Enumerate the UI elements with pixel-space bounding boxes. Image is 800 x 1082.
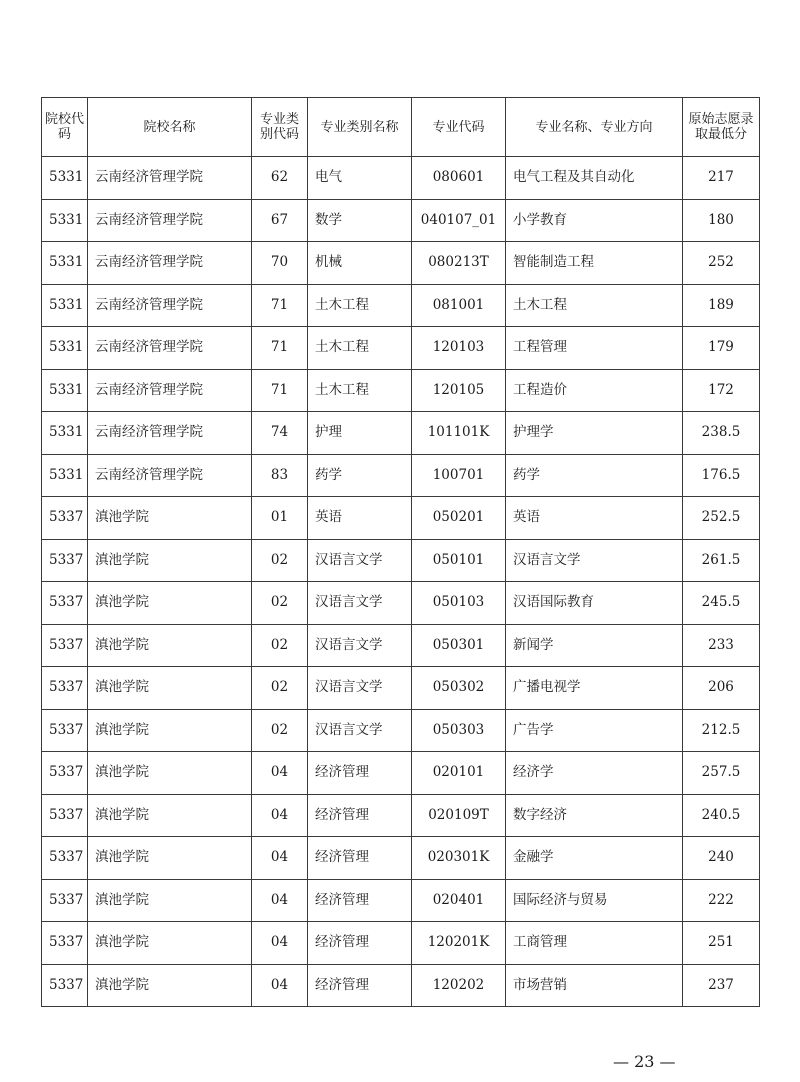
cell-category-code: 02 [252,539,308,582]
cell-major-name: 广播电视学 [506,667,683,710]
table-row [42,539,760,582]
cell-category-name: 汉语言文学 [308,539,412,582]
cell-category-name: 护理 [308,412,412,455]
cell-major-name: 电气工程及其自动化 [506,157,683,200]
cell-school-code: 5337 [42,624,88,667]
cell-category-code: 04 [252,794,308,837]
cell-major-name: 汉语言文学 [506,539,683,582]
admission-scores-table [41,97,760,1007]
cell-category-name: 经济管理 [308,752,412,795]
cell-min-score: 180 [683,199,760,242]
cell-category-code: 71 [252,369,308,412]
cell-category-name: 经济管理 [308,964,412,1007]
cell-school-code: 5337 [42,922,88,965]
cell-category-code: 70 [252,242,308,285]
table-row [42,667,760,710]
cell-major-code: 050302 [412,667,506,710]
header-min-score: 原始志愿录取最低分 [683,98,760,157]
cell-category-name: 汉语言文学 [308,709,412,752]
cell-major-name: 经济学 [506,752,683,795]
cell-major-name: 新闻学 [506,624,683,667]
cell-category-code: 04 [252,837,308,880]
cell-school-code: 5337 [42,964,88,1007]
table-row [42,327,760,370]
cell-school-name: 云南经济管理学院 [88,327,252,370]
cell-school-name: 云南经济管理学院 [88,157,252,200]
cell-min-score: 238.5 [683,412,760,455]
cell-min-score: 237 [683,964,760,1007]
cell-major-name: 金融学 [506,837,683,880]
cell-major-code: 050201 [412,497,506,540]
header-row [42,98,760,157]
cell-major-name: 市场营销 [506,964,683,1007]
cell-major-code: 040107_01 [412,199,506,242]
cell-school-name: 云南经济管理学院 [88,454,252,497]
cell-category-name: 土木工程 [308,327,412,370]
cell-major-name: 英语 [506,497,683,540]
cell-major-code: 081001 [412,284,506,327]
table-row [42,497,760,540]
cell-major-code: 120202 [412,964,506,1007]
cell-category-code: 02 [252,667,308,710]
cell-min-score: 261.5 [683,539,760,582]
cell-min-score: 189 [683,284,760,327]
cell-major-code: 020101 [412,752,506,795]
cell-major-code: 080213T [412,242,506,285]
cell-school-name: 滇池学院 [88,624,252,667]
cell-min-score: 233 [683,624,760,667]
cell-school-code: 5331 [42,412,88,455]
cell-min-score: 251 [683,922,760,965]
cell-min-score: 176.5 [683,454,760,497]
cell-major-code: 050103 [412,582,506,625]
cell-category-code: 04 [252,752,308,795]
cell-category-code: 02 [252,582,308,625]
cell-major-code: 100701 [412,454,506,497]
cell-school-code: 5337 [42,497,88,540]
cell-school-name: 滇池学院 [88,497,252,540]
cell-min-score: 252 [683,242,760,285]
cell-min-score: 252.5 [683,497,760,540]
cell-school-name: 滇池学院 [88,582,252,625]
cell-category-name: 土木工程 [308,369,412,412]
table-row [42,199,760,242]
cell-school-code: 5331 [42,369,88,412]
cell-major-name: 药学 [506,454,683,497]
cell-school-code: 5331 [42,284,88,327]
cell-min-score: 212.5 [683,709,760,752]
table-row [42,157,760,200]
page-number: — 23 — [613,1052,676,1071]
cell-min-score: 240 [683,837,760,880]
cell-school-name: 滇池学院 [88,922,252,965]
cell-school-code: 5331 [42,454,88,497]
cell-category-code: 71 [252,327,308,370]
cell-school-code: 5331 [42,327,88,370]
cell-major-name: 工程造价 [506,369,683,412]
cell-min-score: 172 [683,369,760,412]
header-school-name: 院校名称 [88,98,252,157]
cell-school-name: 滇池学院 [88,794,252,837]
cell-school-code: 5337 [42,752,88,795]
cell-school-name: 云南经济管理学院 [88,369,252,412]
table-row [42,582,760,625]
cell-school-code: 5331 [42,157,88,200]
cell-major-name: 土木工程 [506,284,683,327]
cell-category-code: 04 [252,922,308,965]
cell-category-code: 04 [252,879,308,922]
table-row [42,837,760,880]
cell-category-name: 汉语言文学 [308,667,412,710]
cell-category-name: 电气 [308,157,412,200]
cell-major-code: 020109T [412,794,506,837]
cell-min-score: 240.5 [683,794,760,837]
cell-major-code: 050303 [412,709,506,752]
table-row [42,964,760,1007]
header-category-code: 专业类别代码 [252,98,308,157]
cell-school-name: 滇池学院 [88,709,252,752]
header-major-code: 专业代码 [412,98,506,157]
table-row [42,794,760,837]
cell-school-name: 云南经济管理学院 [88,242,252,285]
table-header [42,98,760,157]
cell-category-name: 土木工程 [308,284,412,327]
cell-category-name: 英语 [308,497,412,540]
cell-category-code: 02 [252,624,308,667]
cell-major-name: 工程管理 [506,327,683,370]
cell-major-name: 汉语国际教育 [506,582,683,625]
cell-school-name: 滇池学院 [88,879,252,922]
table-row [42,454,760,497]
cell-min-score: 206 [683,667,760,710]
cell-category-code: 02 [252,709,308,752]
cell-major-code: 080601 [412,157,506,200]
cell-category-name: 经济管理 [308,837,412,880]
cell-category-name: 经济管理 [308,794,412,837]
cell-school-code: 5331 [42,242,88,285]
cell-school-code: 5337 [42,667,88,710]
table-row [42,709,760,752]
cell-school-name: 滇池学院 [88,539,252,582]
cell-school-code: 5337 [42,794,88,837]
table-row [42,242,760,285]
cell-major-name: 小学教育 [506,199,683,242]
cell-major-code: 050301 [412,624,506,667]
table-row [42,879,760,922]
table-row [42,369,760,412]
cell-major-code: 120103 [412,327,506,370]
cell-category-code: 74 [252,412,308,455]
cell-major-code: 020301K [412,837,506,880]
cell-category-code: 83 [252,454,308,497]
cell-major-name: 广告学 [506,709,683,752]
cell-category-code: 01 [252,497,308,540]
header-school-code: 院校代码 [42,98,88,157]
cell-major-name: 护理学 [506,412,683,455]
cell-category-name: 数学 [308,199,412,242]
cell-major-name: 工商管理 [506,922,683,965]
cell-school-code: 5337 [42,709,88,752]
cell-school-name: 滇池学院 [88,667,252,710]
cell-min-score: 245.5 [683,582,760,625]
table-row [42,922,760,965]
cell-category-name: 机械 [308,242,412,285]
cell-school-code: 5337 [42,837,88,880]
cell-category-name: 经济管理 [308,879,412,922]
cell-school-code: 5337 [42,879,88,922]
cell-school-name: 滇池学院 [88,752,252,795]
table-row [42,412,760,455]
cell-school-name: 云南经济管理学院 [88,412,252,455]
cell-min-score: 222 [683,879,760,922]
header-major-name: 专业名称、专业方向 [506,98,683,157]
cell-major-code: 050101 [412,539,506,582]
cell-school-code: 5337 [42,582,88,625]
table-row [42,752,760,795]
table-body [42,157,760,1007]
cell-major-name: 智能制造工程 [506,242,683,285]
cell-category-code: 71 [252,284,308,327]
cell-major-code: 020401 [412,879,506,922]
cell-category-name: 经济管理 [308,922,412,965]
cell-school-name: 云南经济管理学院 [88,284,252,327]
cell-major-name: 国际经济与贸易 [506,879,683,922]
cell-major-code: 120201K [412,922,506,965]
cell-min-score: 179 [683,327,760,370]
header-category-name: 专业类别名称 [308,98,412,157]
cell-school-code: 5331 [42,199,88,242]
cell-min-score: 217 [683,157,760,200]
cell-category-code: 67 [252,199,308,242]
cell-school-name: 滇池学院 [88,964,252,1007]
cell-category-name: 药学 [308,454,412,497]
cell-major-code: 120105 [412,369,506,412]
cell-major-code: 101101K [412,412,506,455]
cell-min-score: 257.5 [683,752,760,795]
cell-category-name: 汉语言文学 [308,582,412,625]
cell-school-name: 滇池学院 [88,837,252,880]
table-row [42,284,760,327]
cell-category-code: 62 [252,157,308,200]
cell-category-name: 汉语言文学 [308,624,412,667]
cell-school-code: 5337 [42,539,88,582]
cell-major-name: 数字经济 [506,794,683,837]
table-row [42,624,760,667]
cell-category-code: 04 [252,964,308,1007]
cell-school-name: 云南经济管理学院 [88,199,252,242]
